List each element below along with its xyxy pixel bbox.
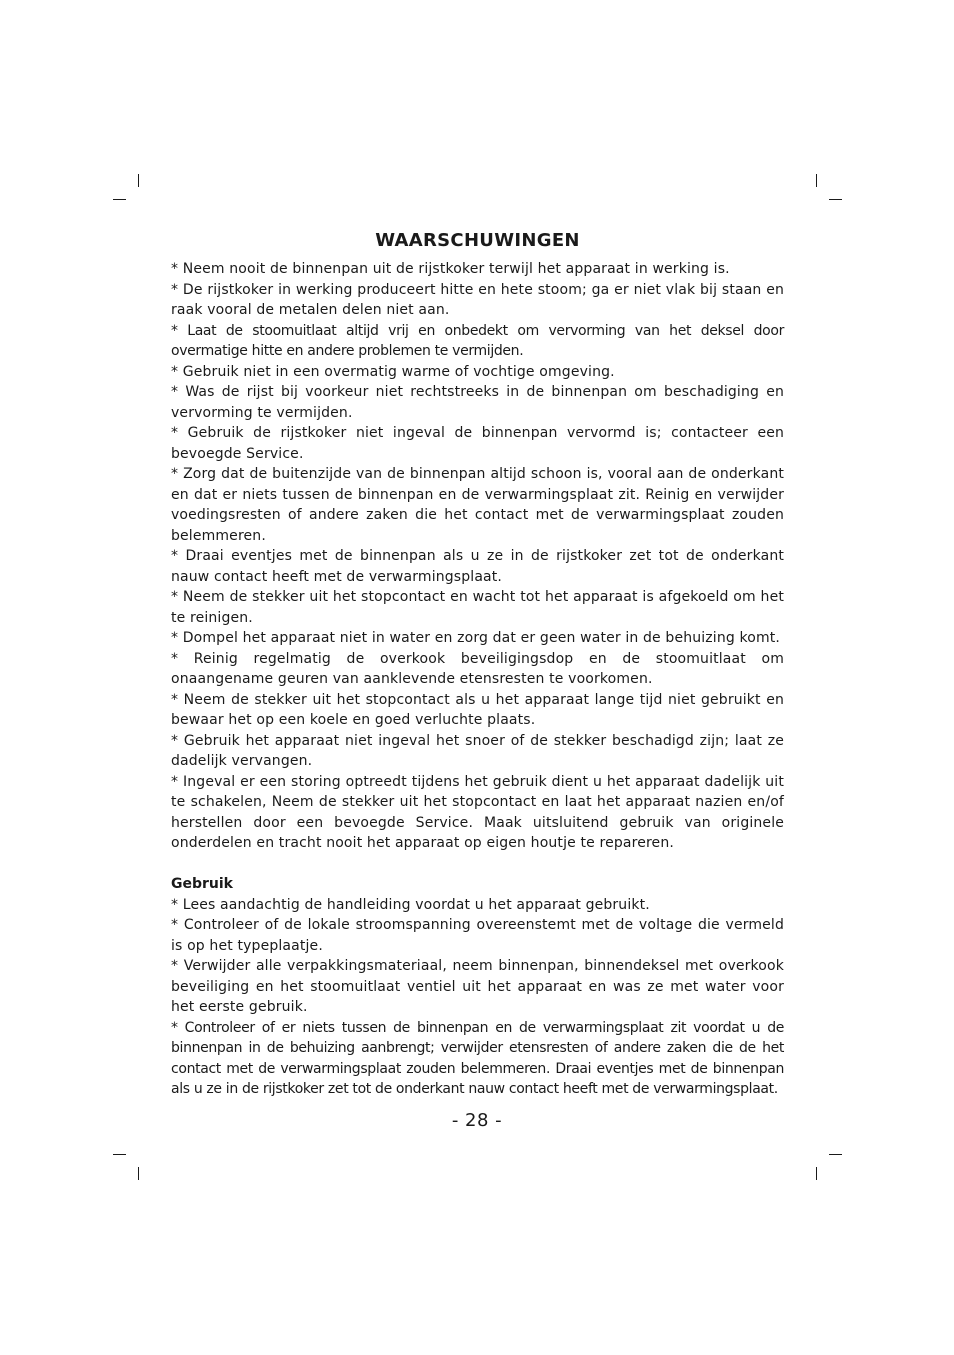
usage-section (171, 874, 784, 1100)
warning-item: * Neem de stekker uit het stopcontact en wacht tot het apparaat is afgekoeld om het te reinigen. (171, 589, 784, 626)
warning-item: * Laat de stoomuitlaat altijd vrij en onbedekt om vervorming van het deksel door overmatige hitte en andere problemen te vermijden. (171, 322, 784, 359)
page-content (171, 226, 784, 1100)
crop-mark-bottom-left-horizontal (113, 1154, 126, 1155)
crop-mark-top-left-vertical (138, 174, 139, 187)
warning-item: * Dompel het apparaat niet in water en zorg dat er geen water in de behuizing komt. (171, 630, 780, 646)
warning-item: * Gebruik het apparaat niet ingeval het snoer of de stekker beschadigd zijn; laat ze dadelijk vervangen. (171, 732, 784, 769)
usage-item: * Controleer of er niets tussen de binnenpan en de verwarmingsplaat zit voordat u de binnenpan in de behuizing aanbrengt; verwijder etensresten of andere zaken die de het contact met de verwarmingsplaat zouden belemmeren. Draai eventjes met de binnenpan als u ze in de rijstkoker zet tot de onderkant nauw contact heeft met de verwarmingsplaat. (171, 1019, 784, 1097)
warning-item: * Was de rijst bij voorkeur niet rechtstreeks in de binnenpan om beschadiging en vervorming te vermijden. (171, 384, 784, 421)
crop-mark-bottom-left-vertical (138, 1167, 139, 1180)
warning-item: * Zorg dat de buitenzijde van de binnenpan altijd schoon is, vooral aan de onderkant en dat er niets tussen de binnenpan en de verwarmingsplaat zit. Reinig en verwijder voedingsresten of andere zaken die het contact met de verwarmingsplaat zouden belemmeren. (171, 466, 784, 544)
page-number: - 28 - (451, 1110, 503, 1131)
warning-item: * Gebruik niet in een overmatig warme of vochtige omgeving. (171, 363, 615, 380)
usage-item: * Lees aandachtig de handleiding voordat u het apparaat gebruikt. (171, 896, 650, 913)
warning-item: * Neem de stekker uit het stopcontact als u het apparaat lange tijd niet gebruikt en bewaar het op een koele en goed verluchte plaats. (171, 691, 784, 728)
warning-item: * Gebruik de rijstkoker niet ingeval de binnenpan vervormd is; contacteer een bevoegde Service. (171, 425, 784, 462)
crop-mark-top-right-horizontal (829, 199, 842, 200)
warning-item: * De rijstkoker in werking produceert hitte en hete stoom; ga er niet vlak bij staan en raak vooral de metalen delen niet aan. (171, 281, 784, 318)
usage-heading: Gebruik (171, 876, 233, 892)
section-spacer (171, 854, 784, 875)
warning-item: * Ingeval er een storing optreedt tijdens het gebruik dient u het apparaat dadelijk uit te schakelen, Neem de stekker uit het stopcontact en laat het apparaat nazien en/of herstellen door een bevoegde Service. Maak uitsluitend gebruik van originele onderdelen en tracht nooit het apparaat op eigen houtje te repareren. (171, 773, 784, 851)
warnings-list (171, 259, 784, 854)
warning-item: * Draai eventjes met de binnenpan als u ze in de rijstkoker zet tot de onderkant nauw contact heeft met de verwarmingsplaat. (171, 548, 784, 585)
crop-mark-top-left-horizontal (113, 199, 126, 200)
crop-mark-top-right-vertical (816, 174, 817, 187)
crop-mark-bottom-right-vertical (816, 1167, 817, 1180)
usage-item: * Controleer of de lokale stroomspanning overeenstemt met de voltage die vermeld is op het typeplaatje. (171, 917, 784, 954)
usage-item: * Verwijder alle verpakkingsmateriaal, neem binnenpan, binnendeksel met overkook beveiliging en het stoomuitlaat ventiel uit het apparaat en was ze met water voor het eerste gebruik. (171, 958, 784, 1015)
warning-item: * Neem nooit de binnenpan uit de rijstkoker terwijl het apparaat in werking is. (171, 261, 730, 277)
warning-item: * Reinig regelmatig de overkook beveiligingsdop en de stoomuitlaat om onaangename geuren van aanklevende etensresten te voorkomen. (171, 650, 784, 687)
crop-mark-bottom-right-horizontal (829, 1154, 842, 1155)
page-title: WAARSCHUWINGEN (375, 230, 580, 251)
